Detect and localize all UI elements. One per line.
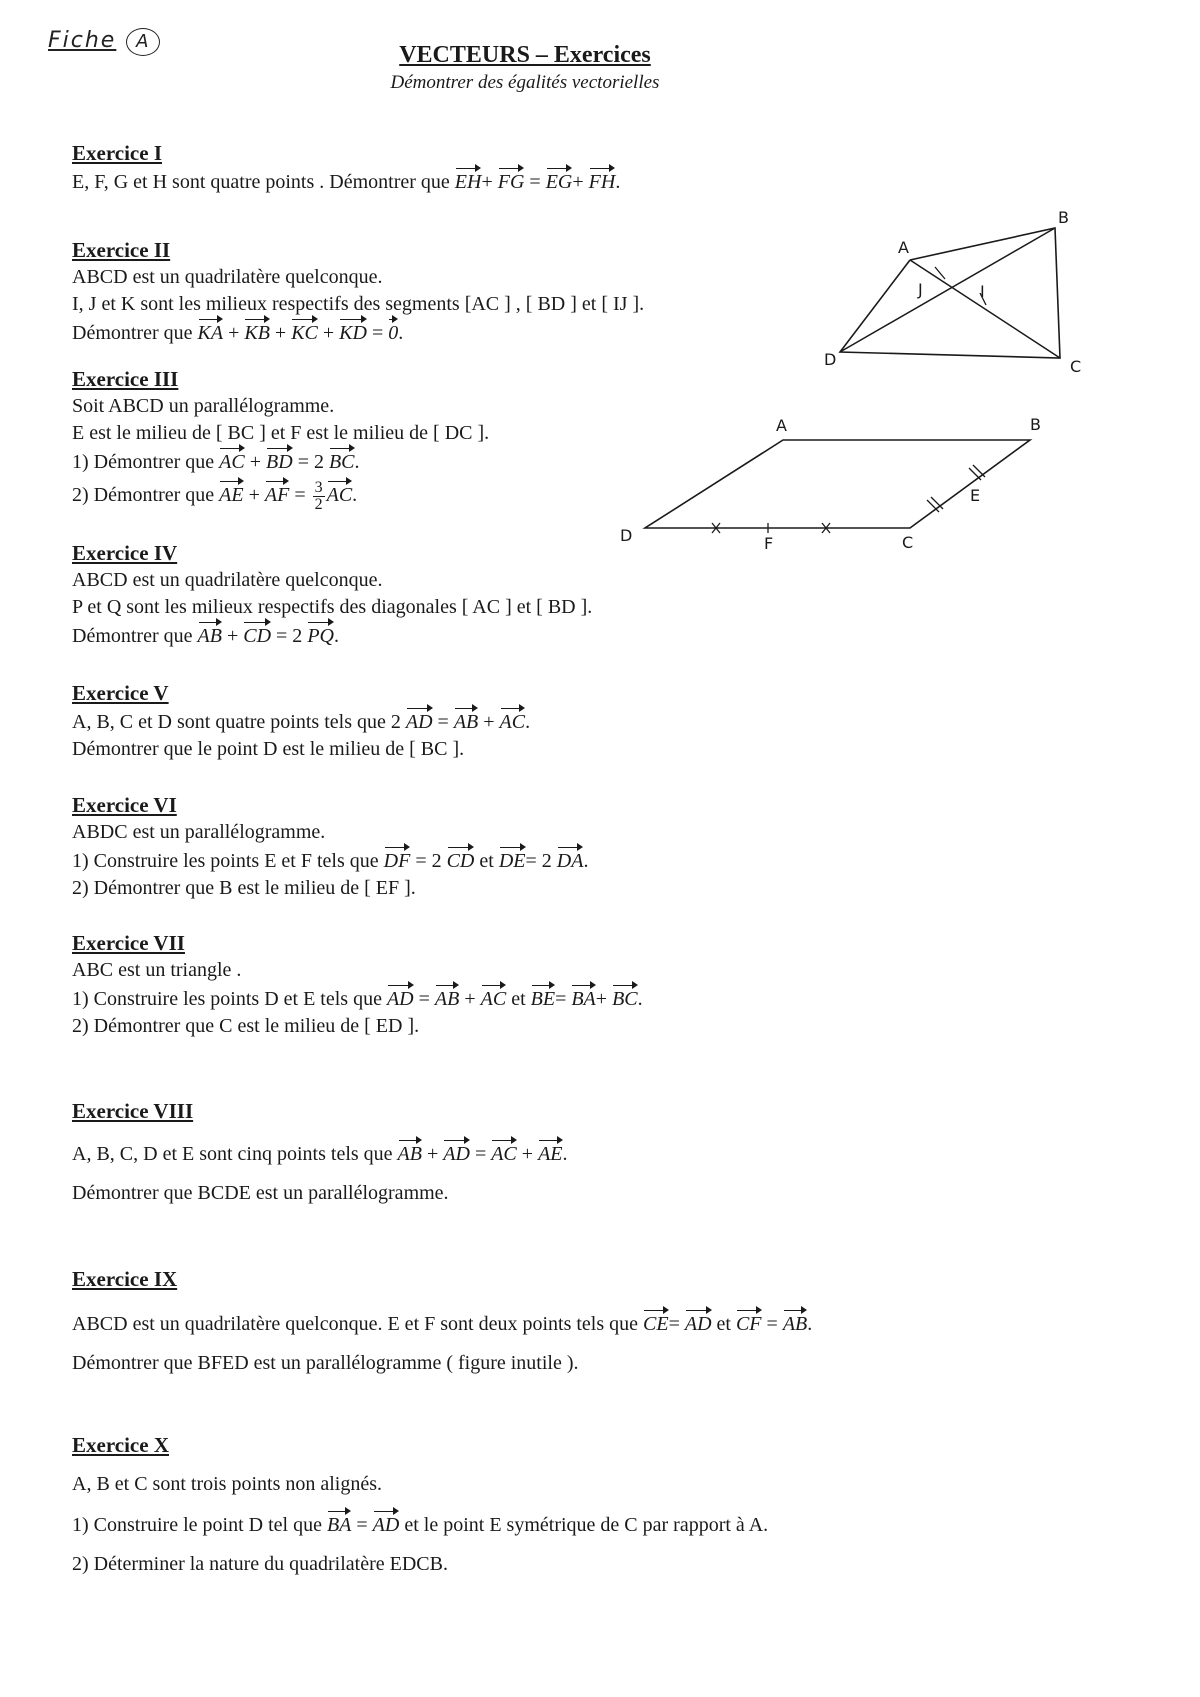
text: A, B, C, D et E sont cinq points tels que (72, 1143, 398, 1165)
fraction (313, 480, 325, 513)
punctuation: . (583, 850, 589, 872)
label-b: B (1058, 208, 1069, 227)
label-c: C (1070, 357, 1082, 376)
operator: = 2 (410, 850, 447, 872)
operator: et (711, 1313, 736, 1335)
operator: = (469, 1143, 492, 1165)
exercise-line: ABCD est un quadrilatère quelconque. (72, 266, 383, 288)
exercise-statement (72, 707, 530, 736)
operator: + (244, 451, 267, 473)
operator: + (516, 1143, 539, 1165)
exercise-line: P et Q sont les milieux respectifs des diagonales [ AC ] et [ BD ]. (72, 596, 593, 618)
figure-quadrilateral (810, 205, 1100, 380)
vector: AC (327, 480, 353, 509)
exercise-2 (72, 237, 644, 347)
vector: AF (265, 480, 289, 509)
exercise-line: Démontrer que BFED est un parallélogramme ( figure inutile ). (72, 1352, 579, 1374)
figure-parallelogram (600, 410, 1050, 550)
fiche-letter: A (126, 28, 160, 56)
exercise-7 (72, 930, 643, 1040)
exercise-8 (72, 1098, 568, 1207)
operator: = (761, 1313, 783, 1335)
label-c: C (902, 533, 914, 550)
exercise-9 (72, 1266, 812, 1377)
operator: + (243, 484, 265, 507)
vector: KB (244, 318, 270, 347)
exercise-title: Exercice X (72, 1433, 169, 1457)
operator: + (317, 322, 340, 344)
label-e: E (970, 486, 981, 505)
exercise-line: ABC est un triangle . (72, 959, 242, 981)
operator: = 2 (292, 451, 329, 473)
operator: = 2 (271, 625, 308, 647)
vector: AC (500, 707, 526, 736)
operator: + (269, 322, 292, 344)
punctuation: . (615, 171, 621, 193)
vector: AE (538, 1139, 562, 1168)
vector: AD (373, 1510, 400, 1539)
exercise-10 (72, 1432, 768, 1578)
vector: AE (219, 480, 243, 509)
exercise-question-1 (72, 984, 643, 1013)
exercise-title: Exercice II (72, 238, 171, 262)
vector: AB (783, 1309, 807, 1338)
vector: AB (454, 707, 478, 736)
exercise-statement (72, 167, 620, 196)
exercise-line: Démontrer que le point D est le milieu de [ BC ]. (72, 738, 465, 760)
operator: + (595, 988, 613, 1010)
vector: DE (499, 846, 526, 875)
operator: = (413, 988, 435, 1010)
punctuation: . (637, 988, 643, 1010)
operator: = (668, 1313, 685, 1335)
label-a: A (898, 238, 909, 257)
vector: EG (546, 167, 573, 196)
exercise-title: Exercice IX (72, 1267, 178, 1291)
tick-mark (973, 465, 985, 477)
vector: BA (327, 1510, 351, 1539)
text: 1) Démontrer que (72, 451, 220, 473)
parallelogram-outline (645, 440, 1030, 528)
exercise-title: Exercice III (72, 367, 179, 391)
exercise-title: Exercice I (72, 141, 162, 165)
operator: et (506, 988, 531, 1010)
exercise-line: E est le milieu de [ BC ] et F est le milieu de [ DC ]. (72, 422, 490, 444)
vector: EH (455, 167, 482, 196)
vector: AB (398, 1139, 422, 1168)
punctuation: . (354, 451, 360, 473)
operator: = (366, 322, 389, 344)
vector: KC (291, 318, 318, 347)
vector: BC (329, 447, 355, 476)
operator: + (572, 171, 589, 193)
vector: CD (243, 621, 271, 650)
operator: et (474, 850, 499, 872)
punctuation: . (562, 1143, 568, 1165)
label-f: F (764, 534, 774, 550)
vector: AD (685, 1309, 712, 1338)
exercise-title: Exercice IV (72, 541, 178, 565)
page-title: VECTEURS – Exercices (399, 42, 651, 68)
vector: BE (531, 984, 555, 1013)
punctuation: . (352, 484, 358, 507)
text: 2) Démontrer que (72, 484, 220, 507)
vector: AD (406, 707, 433, 736)
label-a: A (776, 416, 787, 435)
diagonal-ac (910, 260, 1060, 358)
vector: FH (589, 167, 616, 196)
operator: = (524, 171, 546, 193)
text: A, B, C et D sont quatre points tels que 2 (72, 711, 406, 733)
exercise-title: Exercice VI (72, 793, 177, 817)
exercise-question-1 (72, 1510, 768, 1539)
exercise-line: ABCD est un quadrilatère quelconque. (72, 569, 383, 591)
text: Démontrer que (72, 322, 198, 344)
tick-mark (931, 497, 943, 509)
vector: AD (387, 984, 414, 1013)
page-subtitle: Démontrer des égalités vectorielles (390, 72, 660, 93)
exercise-line: ABDC est un parallélogramme. (72, 821, 326, 843)
exercise-statement (72, 1309, 812, 1338)
text: 1) Construire les points D et E tels que (72, 988, 387, 1010)
operator: + (223, 322, 245, 344)
vector: CD (447, 846, 475, 875)
exercise-statement (72, 1139, 568, 1168)
punctuation: . (525, 711, 531, 733)
text: E, F, G et H sont quatre points . Démontrer que (72, 171, 455, 193)
vector: BC (612, 984, 638, 1013)
exercise-line: Soit ABCD un parallélogramme. (72, 395, 335, 417)
exercise-line: Démontrer que BCDE est un parallélogramme. (72, 1182, 449, 1204)
vector: AD (443, 1139, 470, 1168)
text: ABCD est un quadrilatère quelconque. E et F sont deux points tels que (72, 1313, 644, 1335)
vector: AB (435, 984, 459, 1013)
operator: = (351, 1514, 373, 1536)
exercise-6 (72, 792, 588, 902)
numerator: 3 (314, 479, 323, 496)
operator: = (432, 711, 454, 733)
vector: AC (481, 984, 507, 1013)
exercise-question-1 (72, 846, 588, 875)
exercise-statement (72, 621, 592, 650)
vector: DA (557, 846, 584, 875)
exercise-line: I, J et K sont les milieux respectifs des segments [AC ] , [ BD ] et [ IJ ]. (72, 293, 645, 315)
vector: CF (736, 1309, 762, 1338)
exercise-5 (72, 680, 530, 763)
vector: BD (266, 447, 293, 476)
operator: + (421, 1143, 444, 1165)
vector: AB (198, 621, 222, 650)
punctuation: . (398, 322, 404, 344)
exercise-question-2: 2) Déterminer la nature du quadrilatère EDCB. (72, 1553, 448, 1575)
exercise-4 (72, 540, 592, 650)
exercise-question-2 (72, 480, 489, 513)
text: 1) Construire les points E et F tels que (72, 850, 384, 872)
exercise-line: A, B et C sont trois points non alignés. (72, 1473, 382, 1495)
exercise-title: Exercice VIII (72, 1099, 194, 1123)
vector: BA (571, 984, 595, 1013)
exercise-question-2: 2) Démontrer que B est le milieu de [ EF ]. (72, 877, 416, 899)
text: 1) Construire le point D tel que (72, 1514, 327, 1536)
operator: = (289, 484, 311, 507)
vector: AC (491, 1139, 517, 1168)
operator: = (555, 988, 572, 1010)
text: et le point E symétrique de C par rapport à A. (399, 1514, 769, 1536)
punctuation: . (333, 625, 339, 647)
label-b: B (1030, 415, 1041, 434)
exercise-title: Exercice VII (72, 931, 185, 955)
exercise-3 (72, 366, 489, 513)
quad-outline (840, 228, 1060, 358)
denominator: 2 (314, 496, 323, 513)
vector: AC (219, 447, 245, 476)
vector: DF (384, 846, 411, 875)
exercise-question-2: 2) Démontrer que C est le milieu de [ ED ]. (72, 1015, 420, 1037)
exercise-1 (72, 140, 620, 196)
operator: = 2 (525, 850, 557, 872)
vector: PQ (307, 621, 334, 650)
vector: CE (643, 1309, 669, 1338)
exercise-question-1 (72, 447, 489, 476)
operator: + (221, 625, 244, 647)
label-j: J (918, 280, 923, 299)
exercise-statement (72, 318, 644, 347)
punctuation: . (807, 1313, 813, 1335)
vector: KD (339, 318, 367, 347)
vector: FG (498, 167, 525, 196)
text: Démontrer que (72, 625, 198, 647)
fiche-label: Fiche (48, 28, 117, 53)
operator: + (478, 711, 500, 733)
label-d: D (620, 526, 633, 545)
vector: KA (198, 318, 224, 347)
label-d: D (824, 350, 837, 369)
tick-mark (969, 468, 981, 480)
zero-vector: 0 (388, 318, 398, 347)
label-i: I (980, 282, 985, 301)
operator: + (459, 988, 481, 1010)
exercise-title: Exercice V (72, 681, 169, 705)
operator: + (481, 171, 498, 193)
